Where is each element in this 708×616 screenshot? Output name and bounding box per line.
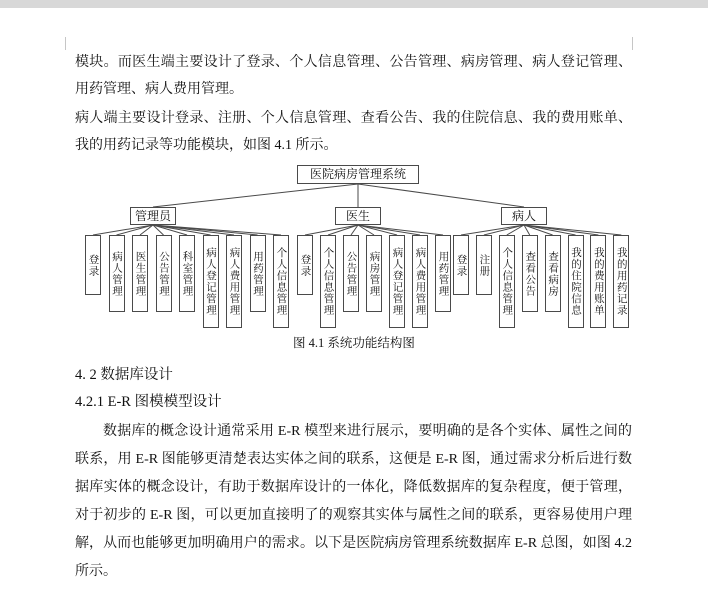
tree-leaf-node: 公告管理: [156, 235, 172, 312]
tree-leaf-node: 注册: [476, 235, 492, 295]
paragraph: 病人端主要设计登录、注册、个人信息管理、查看公告、我的住院信息、我的费用账单、我的用药记录等功能模块，如图 4.1 所示。: [75, 111, 632, 153]
tree-leaf-node: 用药管理: [250, 235, 266, 312]
tree-root-node: 医院病房管理系统: [297, 165, 419, 184]
tree-leaf-node: 科室管理: [179, 235, 195, 312]
paragraph: 模块。而医生端主要设计了登录、个人信息管理、公告管理、病房管理、病人登记管理、用药管理、病人费用管理。: [75, 55, 632, 97]
tree-branch-node: 管理员: [130, 207, 176, 225]
tree-leaf-node: 登录: [85, 235, 101, 295]
tree-leaf-node: 我的住院信息: [568, 235, 584, 328]
tree-leaf-node: 查看病房: [545, 235, 561, 312]
tree-leaf-node: 病人费用管理: [412, 235, 428, 328]
subsection-heading: 4.2.1 E-R 图模模型设计: [75, 394, 222, 410]
figure-caption: 图 4.1 系统功能结构图: [293, 336, 415, 350]
tree-leaf-node: 病人登记管理: [203, 235, 219, 328]
tree-branch-node: 病人: [501, 207, 547, 225]
tree-leaf-node: 病人管理: [109, 235, 125, 312]
tree-leaf-node: 我的费用账单: [590, 235, 606, 328]
paragraph: 数据库的概念设计通常采用 E-R 模型来进行展示，要明确的是各个实体、属性之间的联系，用 E-R 图能够更清楚表达实体之间的联系，这便是 E-R 图，通过需求分析后进行数据库实体的概念设计，有助于数据库设计的一体化，降低数据库的复杂程度，便于管理，对于初步的 E-R 图，可以更加直接明了的观察其实体与属性之间的联系，更容易使用户理解，从而也能够更加明确用户的需求。以下是医院病房管理系统数据库 E-R 总图，如图 4.2 所示。: [75, 424, 632, 579]
tree-leaf-node: 登录: [297, 235, 313, 295]
tree-leaf-node: 病房管理: [366, 235, 382, 312]
tree-leaf-node: 个人信息管理: [273, 235, 289, 328]
margin-crop-mark-left: [65, 37, 66, 50]
tree-leaf-node: 用药管理: [435, 235, 451, 312]
margin-crop-mark-right: [632, 37, 633, 50]
tree-leaf-node: 病人费用管理: [226, 235, 242, 328]
page-gap-strip: [0, 0, 708, 8]
tree-leaf-node: 查看公告: [522, 235, 538, 312]
section-heading: 4. 2 数据库设计: [75, 367, 173, 383]
tree-leaf-node: 医生管理: [132, 235, 148, 312]
tree-branch-node: 医生: [335, 207, 381, 225]
tree-leaf-node: 登录: [453, 235, 469, 295]
tree-leaf-node: 公告管理: [343, 235, 359, 312]
intro-text-block: [0, 49, 708, 159]
tree-leaf-node: 个人信息管理: [499, 235, 515, 328]
tree-leaf-node: 我的用药记录: [613, 235, 629, 328]
tree-leaf-node: 个人信息管理: [320, 235, 336, 328]
system-structure-diagram: [0, 161, 708, 333]
database-section-block: [0, 362, 708, 586]
tree-leaf-node: 病人登记管理: [389, 235, 405, 328]
